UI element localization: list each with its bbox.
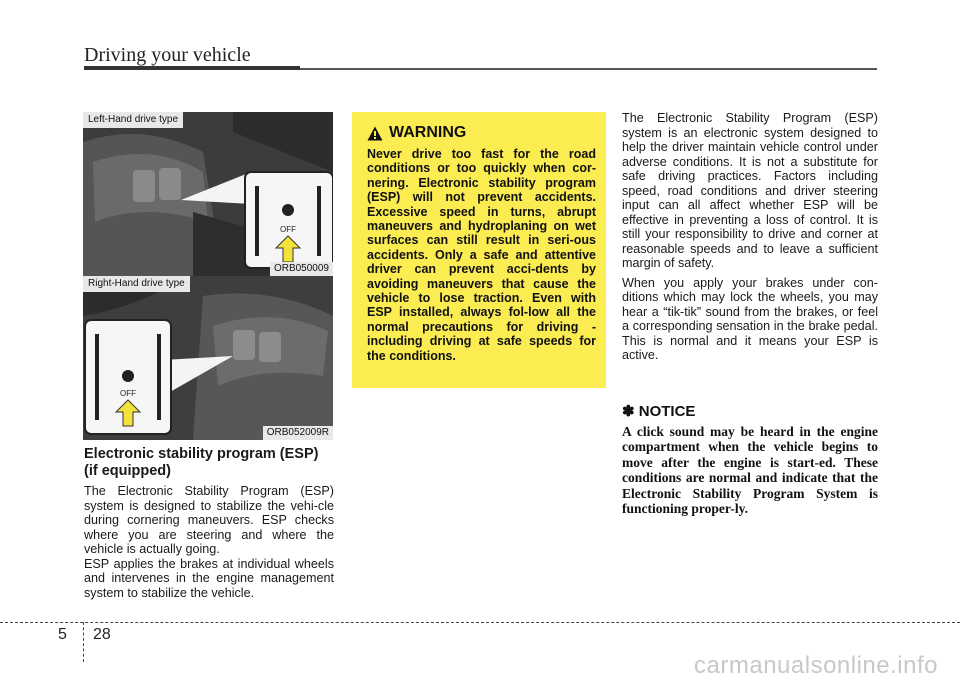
section-paragraph-1: The Electronic Stability Program (ESP) system is designed to stabilize the vehi-cle during cornering maneuvers. ESP checks where you are steering and where the vehicle is actually going. <box>84 484 334 556</box>
right-column-body <box>622 111 878 368</box>
header-rule-thin <box>300 68 877 70</box>
figure-code: ORB050009 <box>270 262 333 276</box>
notice-title: ✽ NOTICE <box>622 403 696 420</box>
page-number: 28 <box>93 626 111 643</box>
section-heading-line2: (if equipped) <box>84 463 171 479</box>
header-rule-thick <box>84 66 300 70</box>
footer-vertical-divider <box>83 622 84 662</box>
right-paragraph-1: The Electronic Stability Program (ESP) system is an electronic system designed to help the driver maintain vehicle control under adverse conditions. It is not a substitute for safe driving practices. Factors including speed, road conditions and driver steering input can all affect whether ESP will be effective in preventing a loss of control. It is still your responsibility to drive and corner at reasonable speeds and to leave a sufficient margin of safety. <box>622 111 878 270</box>
figure-left-hand-drive <box>83 112 333 276</box>
warning-title: WARNING <box>389 124 467 141</box>
warning-triangle-icon <box>367 126 383 141</box>
section-heading-line1: Electronic stability program (ESP) <box>84 446 319 462</box>
page-header-title: Driving your vehicle <box>84 44 251 66</box>
notice-text: A click sound may be heard in the engine compartment when the vehicle begins to move after the engine is start-ed. These conditions are normal and indicate that the Electronic Stability Program System is functioning proper-ly. <box>622 424 878 517</box>
footer-divider <box>0 622 960 623</box>
section-body <box>84 484 334 600</box>
section-paragraph-2: ESP applies the brakes at individual wheels and intervenes in the engine management system to stabilize the vehicle. <box>84 556 334 600</box>
figure-right-hand-drive <box>83 276 333 440</box>
off-button-text: OFF <box>280 225 296 234</box>
section-heading <box>84 446 336 480</box>
dashboard-photo-rhd <box>83 276 333 440</box>
warning-text: Never drive too fast for the road conditions or too quickly when cor-nering. Electronic stability program (ESP) will not prevent accidents. Excessive speed in turns, abrupt maneuvers and hydroplaning on wet surfaces can still result in seri-ous accidents. Only a safe and attentive driver can prevent acci-dents by avoiding maneuvers that cause the vehicle to lose traction. Even with ESP installed, always fol-low all the normal precautions for driving - including driving at safe speeds for the conditions. <box>367 147 596 363</box>
warning-box <box>352 112 606 388</box>
right-paragraph-2: When you apply your brakes under con-ditions which may lock the wheels, you may hear a “tik-tik” sound from the brakes, or feel a corresponding sensation in the brake pedal. This is normal and it means your ESP is active. <box>622 275 878 362</box>
figure-label: Left-Hand drive type <box>83 112 183 128</box>
off-button-text: OFF <box>120 389 136 398</box>
figure-label: Right-Hand drive type <box>83 276 190 292</box>
warning-header <box>367 124 596 142</box>
chapter-number: 5 <box>58 626 67 643</box>
figure-code: ORB052009R <box>263 426 333 440</box>
dashboard-photo-lhd <box>83 112 333 276</box>
watermark: carmanualsonline.info <box>694 652 938 679</box>
